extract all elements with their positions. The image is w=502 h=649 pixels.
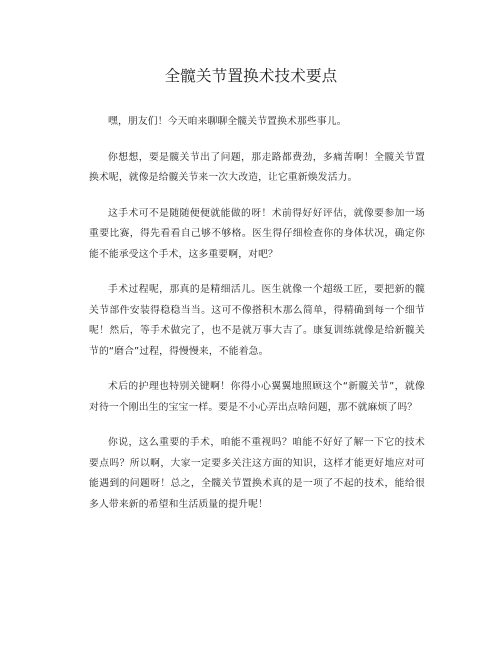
- paragraph-6: 你说，这么重要的手术，咱能不重视吗？咱能不好好了解一下它的技术要点吗？所以啊，大家一定要多关注这方面的知识，这样才能更好地应对可能遇到的问题呀！总之，全髋关节置换术真的是一项了不起的技术，能给很多人带来新的希望和生活质量的提升呢！: [89, 437, 425, 510]
- paragraph-4: 手术过程呢，那真的是精细活儿。医生就像一个超级工匠，要把新的髋关节部件安装得稳稳当当。这可不像搭积木那么简单，得精确到每一个细节呢！然后，等手术做完了，也不是就万事大吉了。康复训练就像是给新髋关节的“磨合”过程，得慢慢来，不能着急。: [89, 284, 425, 357]
- paragraph-2: 你想想，要是髋关节出了问题，那走路都费劲，多痛苦啊！全髋关节置换术呢，就像是给髋关节来一次大改造，让它重新焕发活力。: [89, 151, 425, 183]
- paragraph-5: 术后的护理也特别关键啊！你得小心翼翼地照顾这个“新髋关节”，就像对待一个刚出生的宝宝一样。要是不小心弄出点啥问题，那不就麻烦了吗？: [89, 381, 425, 413]
- paragraph-3: 这手术可不是随随便便就能做的呀！术前得好好评估，就像要参加一场重要比赛，得先看看自己够不够格。医生得仔细检查你的身体状况，确定你能不能承受这个手术，这多重要啊，对吧？: [89, 207, 425, 260]
- document-body: [89, 112, 425, 515]
- paragraph-1: 嘿，朋友们！今天咱来聊聊全髋关节置换术那些事儿。: [108, 116, 347, 127]
- document-title: 全髋关节置换术技术要点: [164, 67, 338, 85]
